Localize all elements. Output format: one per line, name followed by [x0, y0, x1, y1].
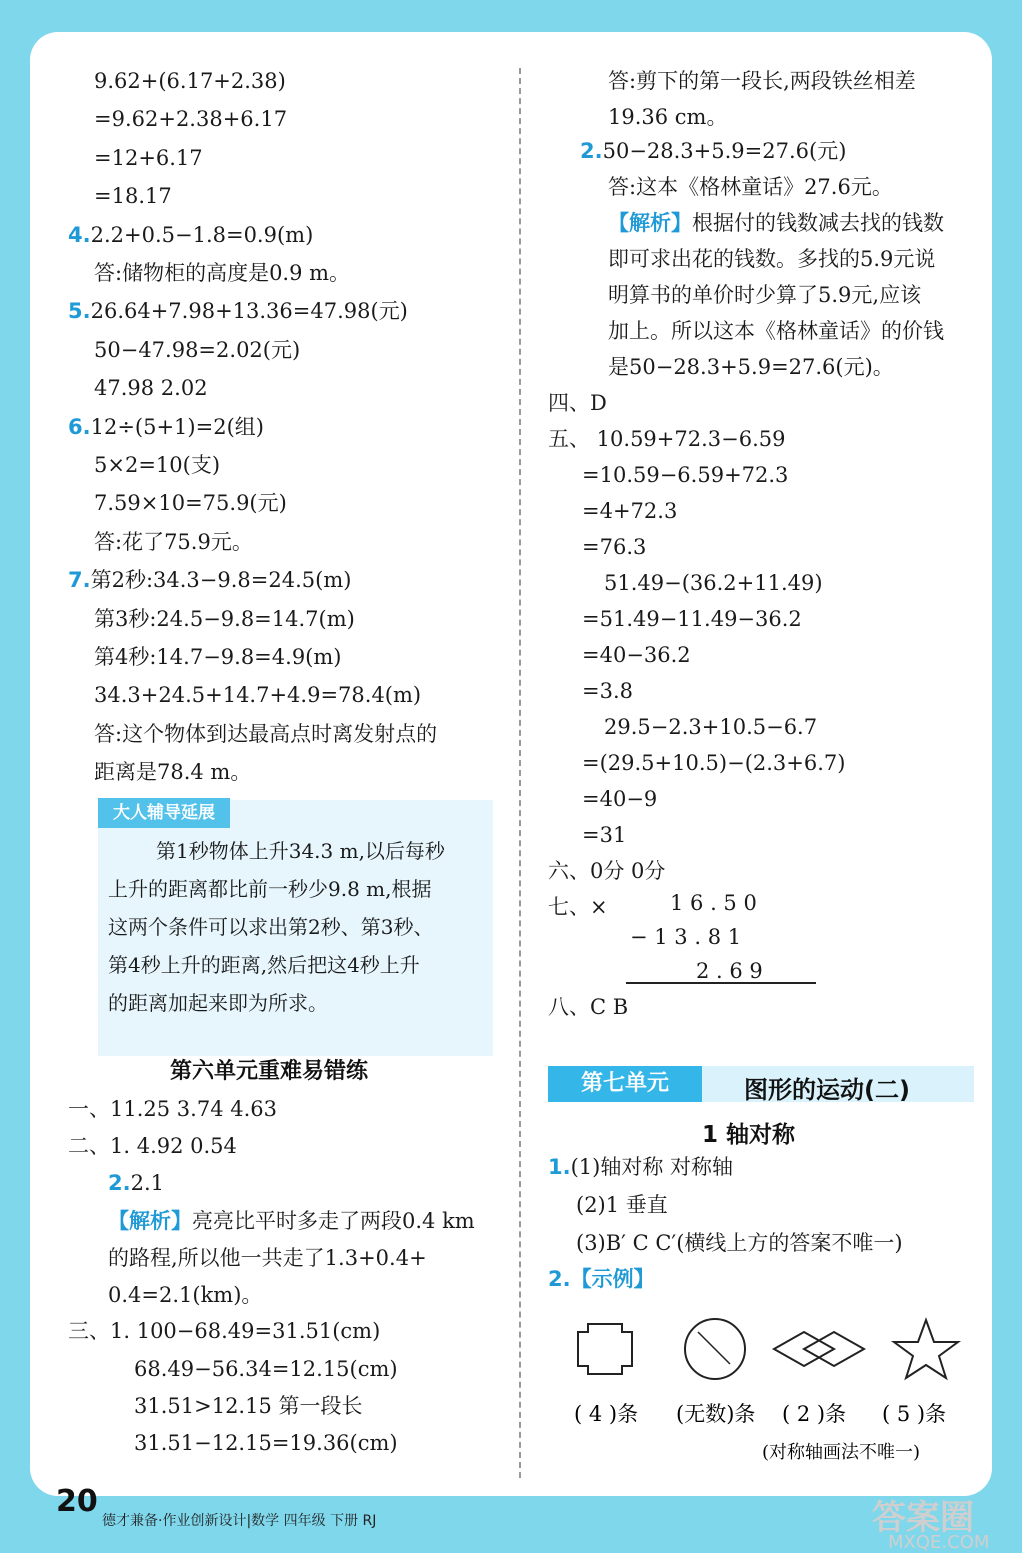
line-text: =40−9 [582, 787, 658, 811]
line-text: 答:这本《格林童话》27.6元。 [608, 175, 893, 199]
line-text: =18.17 [94, 184, 172, 209]
answer-line [608, 352, 894, 382]
answer-line [582, 748, 845, 778]
answer-line [582, 496, 677, 526]
line-text: 68.49−56.34=12.15(cm) [134, 1357, 398, 1381]
answer-line [68, 565, 351, 595]
line-text: (3)B′ C C′(横线上方的答案不唯一) [576, 1231, 903, 1255]
answer-line [582, 460, 788, 490]
shape-note: (对称轴画法不唯一) [762, 1442, 921, 1463]
answer-line [548, 424, 786, 454]
answer-line [134, 1354, 398, 1384]
answer-line [94, 66, 286, 96]
line-text: 五、 10.59+72.3−6.59 [548, 427, 786, 451]
line-text: 答:花了75.9元。 [94, 529, 253, 554]
line-text: 距离是78.4 m。 [94, 760, 252, 785]
answer-line [604, 568, 823, 598]
answer-line [548, 856, 665, 886]
column-divider [519, 68, 521, 1478]
line-text: =3.8 [582, 679, 633, 703]
answer-line [548, 892, 608, 922]
analysis-tag: 【示例】 [570, 1267, 655, 1291]
vcalc-mid: − 1 3 . 8 1 [630, 925, 742, 949]
answer-line [94, 719, 437, 749]
line-text: 50−28.3+5.9=27.6(元) [602, 139, 847, 163]
line-text: 七、× [548, 895, 608, 919]
answer-line [604, 712, 817, 742]
line-text: 亮亮比平时多走了两段0.4 km [192, 1209, 475, 1233]
answer-line [94, 604, 355, 634]
answer-line [582, 784, 657, 814]
line-text: 29.5−2.3+10.5−6.7 [604, 715, 818, 739]
unit-tag: 第七单元 [548, 1066, 702, 1102]
answer-line [94, 757, 251, 787]
line-text: 26.64+7.98+13.36=47.98(元) [90, 299, 408, 324]
line-text: 答:剪下的第一段长,两段铁丝相差 [608, 69, 916, 93]
answer-line [576, 1228, 903, 1258]
answer-line [608, 102, 727, 132]
line-text: 12÷(5+1)=2(组) [90, 414, 264, 439]
vcalc-result: 2 . 6 9 [696, 959, 763, 983]
lesson-title: 1 轴对称 [702, 1122, 796, 1148]
line-text: =4+72.3 [582, 499, 678, 523]
tip-line: 上升的距离都比前一秒少9.8 m,根据 [108, 877, 432, 901]
answer-line [548, 1152, 733, 1182]
line-text: 明算书的单价时少算了5.9元,应该 [608, 283, 922, 307]
line-text: 八、C B [548, 995, 629, 1019]
answer-line [108, 1168, 164, 1198]
answer-line [94, 642, 341, 672]
answer-page [30, 32, 992, 1553]
answer-line [582, 604, 802, 634]
line-text: 5×2=10(支) [94, 453, 221, 477]
line-text: 是50−28.3+5.9=27.6(元)。 [608, 355, 894, 379]
line-text: 二、1. 4.92 0.54 [68, 1134, 237, 1158]
item-number: 7. [68, 568, 91, 593]
section-title: 第六单元重难易错练 [170, 1059, 369, 1084]
item-number: 6. [68, 414, 91, 439]
rhombus-pair-icon [774, 1332, 864, 1366]
answer-line [608, 66, 916, 96]
line-text: 的路程,所以他一共走了1.3+0.4+ [108, 1246, 427, 1270]
cross-shape-icon [578, 1324, 632, 1374]
item-number: 2. [548, 1267, 571, 1291]
answer-line [68, 1131, 237, 1161]
answer-line [548, 992, 628, 1022]
answer-line [608, 316, 944, 346]
line-text: 答:储物柜的高度是0.9 m。 [94, 261, 351, 285]
line-text: 51.49−(36.2+11.49) [604, 571, 823, 595]
line-text: (1)轴对称 对称轴 [570, 1155, 734, 1179]
answer-line [94, 527, 253, 557]
line-text: 34.3+24.5+14.7+4.9=78.4(m) [94, 683, 422, 708]
book-info: 德才兼备·作业创新设计|数学 四年级 下册 RJ [102, 1513, 377, 1529]
answer-line [608, 208, 944, 238]
line-text: 四、D [548, 391, 607, 415]
line-text: 31.51−12.15=19.36(cm) [134, 1431, 398, 1455]
line-text: 9.62+(6.17+2.38) [94, 69, 286, 93]
answer-line [608, 172, 893, 202]
answer-line [108, 1206, 475, 1236]
answer-line [94, 143, 203, 173]
watermark-url: MXQE.COM [888, 1532, 990, 1553]
line-text: 根据付的钱数减去找的钱数 [692, 211, 944, 235]
line-text: (2)1 垂直 [576, 1193, 668, 1217]
line-text: 第3秒:24.5−9.8=14.7(m) [94, 606, 355, 631]
watermark-logo: 答案圈 [872, 1498, 974, 1538]
answer-line [134, 1391, 363, 1421]
answer-line [94, 488, 287, 518]
tip-line: 的距离加起来即为所求。 [108, 991, 328, 1015]
line-text: 答:这个物体到达最高点时离发射点的 [94, 721, 438, 746]
item-number: 4. [68, 222, 91, 247]
caption-1: ( 4 )条 [574, 1402, 639, 1426]
line-text: 19.36 cm。 [608, 105, 728, 129]
line-text: =10.59−6.59+72.3 [582, 463, 789, 487]
answer-line [548, 388, 607, 418]
caption-4: ( 5 )条 [882, 1402, 947, 1426]
item-number: 1. [548, 1155, 571, 1179]
answer-line [608, 244, 935, 274]
line-text: 即可求出花的钱数。多找的5.9元说 [608, 247, 936, 271]
line-text: 第2秒:34.3−9.8=24.5(m) [90, 568, 352, 593]
line-text: =31 [582, 823, 627, 847]
line-text: 加上。所以这本《格林童话》的价钱 [608, 319, 944, 343]
line-text: 第4秒:14.7−9.8=4.9(m) [94, 645, 342, 669]
answer-line [94, 104, 287, 134]
answer-line [94, 335, 300, 365]
answer-line [68, 296, 408, 326]
line-text: 2.2+0.5−1.8=0.9(m) [90, 222, 314, 247]
answer-line [94, 181, 172, 211]
answer-line [94, 373, 208, 403]
tip-label: 大人辅导延展 [98, 798, 230, 828]
caption-2: (无数)条 [676, 1402, 756, 1426]
answer-line [68, 1094, 277, 1124]
item-number: 5. [68, 299, 91, 324]
answer-line [108, 1243, 427, 1273]
line-text: 一、11.25 3.74 4.63 [68, 1097, 277, 1121]
answer-line [68, 220, 313, 250]
item-number: 2. [580, 139, 603, 163]
answer-line [582, 820, 626, 850]
line-text: 2.1 [130, 1171, 164, 1195]
answer-line [582, 640, 691, 670]
page-number: 20 [56, 1484, 98, 1519]
answer-line [548, 1264, 655, 1294]
star-shape-icon [894, 1320, 958, 1378]
line-text: =51.49−11.49−36.2 [582, 607, 802, 631]
answer-line [108, 1280, 262, 1310]
answer-line [582, 676, 633, 706]
answer-line [94, 450, 220, 480]
answer-line [94, 680, 421, 710]
line-text: =(29.5+10.5)−(2.3+6.7) [582, 751, 846, 775]
analysis-tag: 【解析】 [608, 211, 692, 235]
answer-line [134, 1428, 398, 1458]
line-text: 0.4=2.1(km)。 [108, 1283, 263, 1307]
analysis-tag: 【解析】 [108, 1209, 192, 1233]
tip-line: 这两个条件可以求出第2秒、第3秒、 [108, 915, 434, 939]
unit-title: 图形的运动(二) [744, 1076, 910, 1104]
line-text: =40−36.2 [582, 643, 691, 667]
line-text: 50−47.98=2.02(元) [94, 337, 301, 362]
symmetry-shapes [570, 1314, 970, 1394]
caption-3: ( 2 )条 [782, 1402, 847, 1426]
line-text: 47.98 2.02 [94, 376, 208, 401]
answer-line [608, 280, 921, 310]
answer-line [576, 1190, 668, 1220]
tip-line: 第4秒上升的距离,然后把这4秒上升 [108, 953, 420, 977]
line-text: =76.3 [582, 535, 647, 559]
line-text: =12+6.17 [94, 145, 203, 170]
tip-line: 第1秒物体上升34.3 m,以后每秒 [156, 839, 445, 863]
answer-line [68, 412, 264, 442]
line-text: 六、0分 0分 [548, 859, 666, 883]
answer-line [580, 136, 846, 166]
line-text: 31.51>12.15 第一段长 [134, 1394, 363, 1418]
answer-line [94, 258, 350, 288]
answer-line [582, 532, 646, 562]
answer-line [68, 1316, 380, 1346]
line-text: =9.62+2.38+6.17 [94, 107, 288, 132]
line-text: 三、1. 100−68.49=31.51(cm) [68, 1319, 381, 1343]
line-text: 7.59×10=75.9(元) [94, 491, 287, 516]
vcalc-top: 1 6 . 5 0 [670, 891, 757, 915]
item-number: 2. [108, 1171, 131, 1195]
